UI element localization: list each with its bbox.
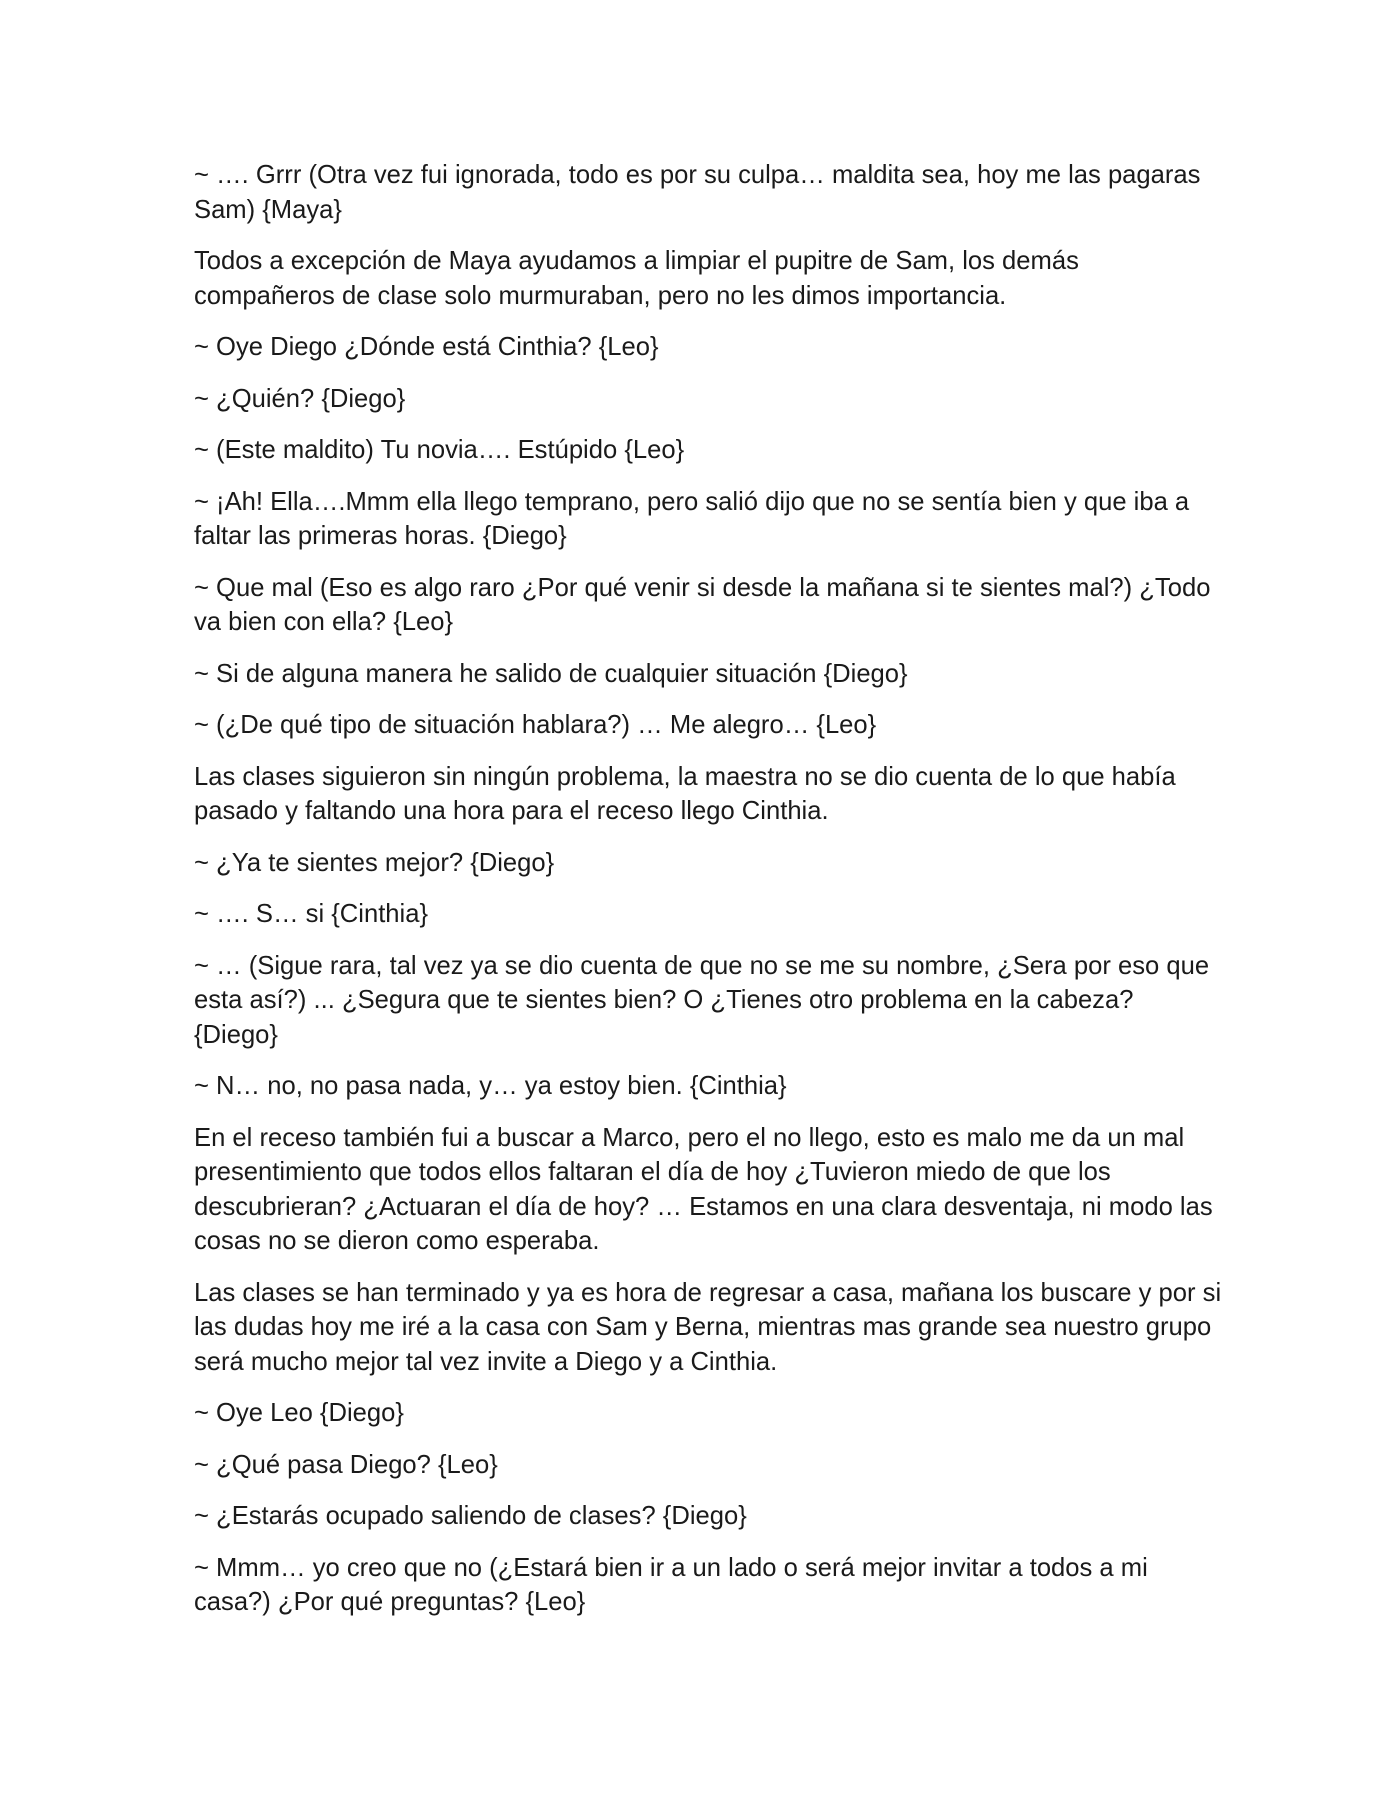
paragraph-narration-4: Las clases se han terminado y ya es hora de regresar a casa, mañana los buscare y por si las dudas hoy me iré a la casa con Sam y Berna, mientras mas grande sea nuestro grupo será mucho mejor tal vez invite a Diego y a Cinthia. [194,1278,1222,1376]
document-page [194,158,1224,1637]
paragraph-diego-6: ~ Oye Leo {Diego} [194,1399,404,1427]
paragraph-leo-6: ~ Mmm… yo creo que no (¿Estará bien ir a un lado o será mejor invitar a todos a mi casa?) ¿Por qué preguntas? {Leo} [194,1553,1148,1616]
paragraph-leo-1: ~ Oye Diego ¿Dónde está Cinthia? {Leo} [194,333,659,361]
paragraph-narration-3: En el receso también fui a buscar a Marco, pero el no llego, esto es malo me da un mal presentimiento que todos ellos faltaran el día de hoy ¿Tuvieron miedo de que los descubrieran? ¿Actuaran el día de hoy? … Estamos en una clara desventaja, ni modo las cosas no se dieron como esperaba. [194,1123,1213,1255]
paragraph-cinthia-2: ~ N… no, no pasa nada, y… ya estoy bien. {Cinthia} [194,1072,787,1100]
paragraph-diego-3: ~ Si de alguna manera he salido de cualquier situación {Diego} [194,659,908,688]
paragraph-narration-2: Las clases siguieron sin ningún problema, la maestra no se dio cuenta de lo que había pasado y faltando una hora para el receso llego Cinthia. [194,762,1176,825]
paragraph-diego-1: ~ ¿Quién? {Diego} [194,384,406,413]
paragraph-diego-5: ~ … (Sigue rara, tal vez ya se dio cuenta de que no se me su nombre, ¿Sera por eso que esta así?) ... ¿Segura que te sientes bien? O ¿Tienes otro problema en la cabeza? {Diego} [194,951,1210,1049]
paragraph-leo-4: ~ (¿De qué tipo de situación hablara?) … Me alegro… {Leo} [194,711,877,739]
paragraph-diego-2: ~ ¡Ah! Ella….Mmm ella llego temprano, pero salió dijo que no se sentía bien y que iba a faltar las primeras horas. {Diego} [194,487,1190,550]
paragraph-diego-7: ~ ¿Estarás ocupado saliendo de clases? {Diego} [194,1502,747,1530]
paragraph-narration-1: Todos a excepción de Maya ayudamos a limpiar el pupitre de Sam, los demás compañeros de clase solo murmuraban, pero no les dimos importancia. [194,247,1079,310]
paragraph-leo-3: ~ Que mal (Eso es algo raro ¿Por qué venir si desde la mañana si te sientes mal?) ¿Todo va bien con ella? {Leo} [194,573,1211,636]
paragraph-diego-4: ~ ¿Ya te sientes mejor? {Diego} [194,848,555,877]
paragraph-leo-2: ~ (Este maldito) Tu novia…. Estúpido {Leo} [194,436,685,464]
paragraph-maya-1: ~ …. Grrr (Otra vez fui ignorada, todo es por su culpa… maldita sea, hoy me las pagaras Sam) {Maya} [194,161,1201,224]
paragraph-cinthia-1: ~ …. S… si {Cinthia} [194,900,429,928]
paragraph-leo-5: ~ ¿Qué pasa Diego? {Leo} [194,1450,498,1479]
